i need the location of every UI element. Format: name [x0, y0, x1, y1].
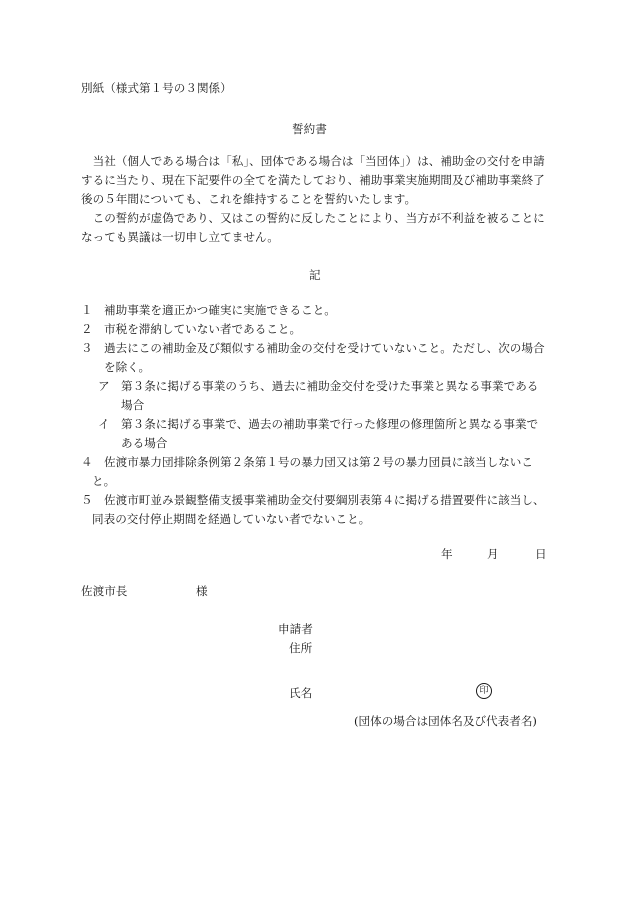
sub-item-a-marker: ア — [98, 379, 110, 393]
item-4-line-1: 佐渡市暴力団排除条例第２条第１号の暴力団又は第２号の暴力団員に該当しないこ — [104, 455, 533, 469]
sub-item-b-marker: イ — [98, 417, 110, 431]
date-year-label: 年 — [441, 547, 453, 561]
item-1-number: １ — [81, 303, 93, 317]
address-label: 住所 — [289, 641, 313, 655]
sub-item-a-line-1: 第３条に掲げる事業のうち、過去に補助金交付を受けた事業と異なる事業である — [121, 379, 539, 393]
ki-heading: 記 — [309, 268, 321, 282]
date-month-label: 月 — [487, 547, 499, 561]
sub-item-a-line-2: 場合 — [121, 398, 145, 412]
name-label: 氏名 — [289, 686, 313, 700]
applicant-note: (団体の場合は団体名及び代表者名) — [354, 714, 537, 728]
applicant-label: 申請者 — [278, 622, 313, 636]
intro-paragraph-1: 当社（個人である場合は「私」、団体である場合は「当団体」）は、補助金の交付を申請するに当たり、現在下記要件の全てを満たしており、補助事業実施期間及び補助事業終了後の５年間についても、これを維持することを誓約いたします。 — [81, 154, 545, 206]
document-title: 誓約書 — [292, 122, 327, 136]
item-2-number: ２ — [81, 322, 93, 336]
item-4-number: ４ — [81, 455, 93, 469]
item-3-number: ３ — [81, 341, 93, 355]
item-5-number: ５ — [81, 493, 93, 507]
seal-mark: 印 — [476, 683, 492, 699]
header-note: 別紙（様式第１号の３関係） — [81, 81, 232, 95]
intro-paragraph-2: この誓約が虚偽であり、又はこの誓約に反したことにより、当方が不利益を被ることになっても異議は一切申し立てません。 — [81, 211, 545, 244]
addressee-name: 佐渡市長 — [81, 584, 128, 598]
item-5-line-1: 佐渡市町並み景観整備支援事業補助金交付要綱別表第４に掲げる措置要件に該当し、 — [104, 493, 545, 507]
sub-item-b-line-2: ある場合 — [121, 436, 168, 450]
item-1-text: 補助事業を適正かつ確実に実施できること。 — [104, 303, 336, 317]
sub-item-b-line-1: 第３条に掲げる事業で、過去の補助事業で行った修理の修理箇所と異なる事業で — [121, 417, 539, 431]
item-3-line-1: 過去にこの補助金及び類似する補助金の交付を受けていないこと。ただし、次の場合 — [104, 341, 545, 355]
item-5-line-2: 同表の交付停止期間を経過していない者でないこと。 — [92, 512, 371, 526]
item-2-text: 市税を滞納していない者であること。 — [104, 322, 302, 336]
date-day-label: 日 — [535, 547, 547, 561]
item-4-line-2: と。 — [92, 474, 116, 488]
addressee-honorific: 様 — [196, 584, 208, 598]
item-3-line-2: を除く。 — [104, 360, 151, 374]
